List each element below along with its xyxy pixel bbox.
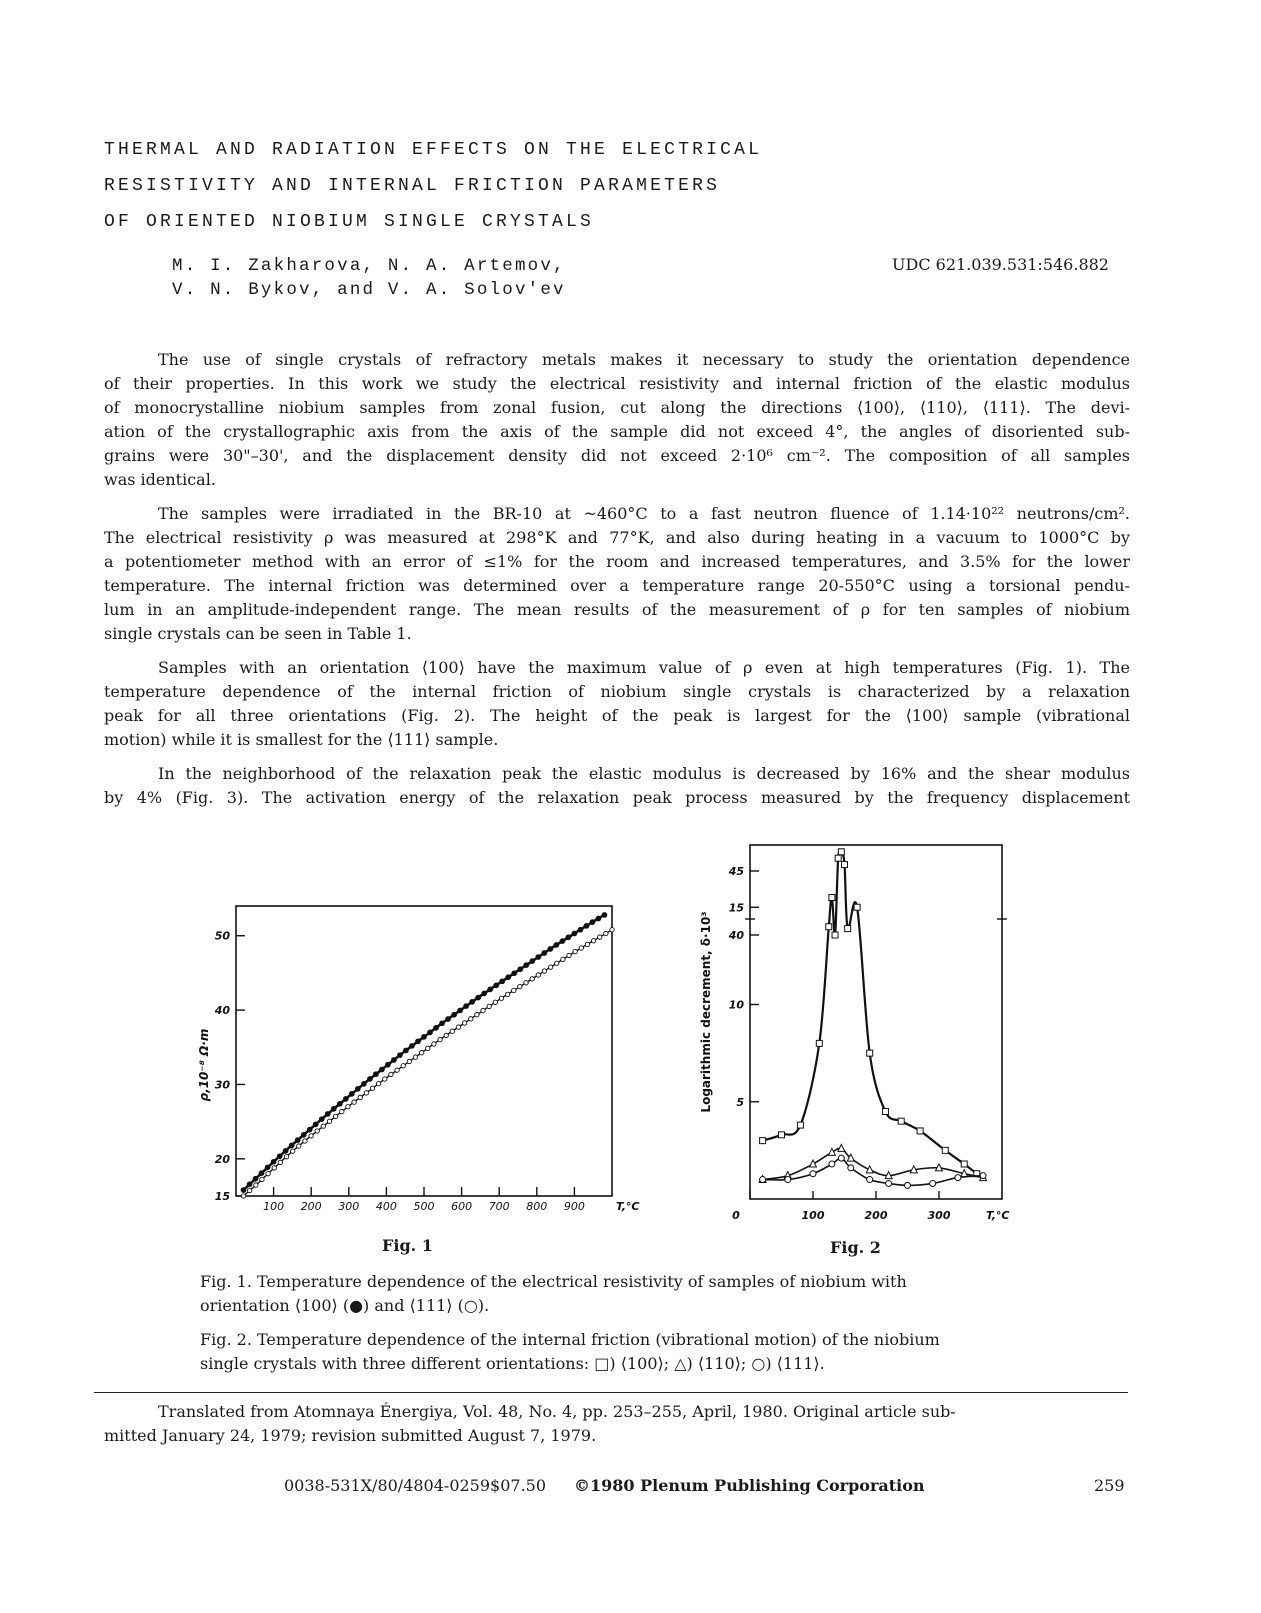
data-point	[379, 1067, 384, 1072]
title-line: RESISTIVITY AND INTERNAL FRICTION PARAMETERS	[104, 176, 721, 196]
plot-frame	[750, 845, 1002, 1199]
caption-line: orientation ⟨100⟩ (●) and ⟨111⟩ (○).	[200, 1296, 490, 1315]
data-point-square	[917, 1128, 923, 1134]
text-line: motion) while it is smallest for the ⟨111⟩ sample.	[104, 730, 499, 749]
data-point	[567, 953, 571, 957]
x-tick-label: 500	[413, 1200, 435, 1213]
data-point	[573, 949, 577, 953]
data-point	[307, 1127, 312, 1132]
data-point	[428, 1030, 433, 1035]
footer-copyright: ©1980 Plenum Publishing Corporation	[574, 1476, 925, 1495]
x-axis-label: T,°C	[616, 1200, 640, 1213]
author-line: M. I. Zakharova, N. A. Artemov,	[172, 256, 566, 276]
data-point	[555, 961, 559, 965]
data-point-circle	[810, 1171, 816, 1177]
data-point	[241, 1194, 245, 1198]
paragraph-2	[104, 502, 1130, 646]
data-point	[590, 920, 595, 925]
text-line: The use of single crystals of refractory metals makes it necessary to study the orientation dependence	[158, 350, 1130, 369]
footnote-line: mitted January 24, 1979; revision submitted August 7, 1979.	[104, 1426, 597, 1445]
data-point	[331, 1106, 336, 1111]
article-title	[104, 132, 1004, 240]
data-point	[327, 1119, 331, 1123]
data-point	[295, 1138, 300, 1143]
data-point	[259, 1171, 264, 1176]
x-tick-label: 800	[526, 1200, 548, 1213]
data-point	[432, 1042, 436, 1046]
data-point	[254, 1183, 258, 1187]
data-point	[530, 959, 535, 964]
data-point	[416, 1039, 421, 1044]
data-point	[482, 991, 487, 996]
data-point	[566, 935, 571, 940]
text-line: lum in an amplitude-independent range. The mean results of the measurement of ρ for ten samples of niobium	[104, 600, 1130, 619]
data-point	[440, 1021, 445, 1026]
data-point	[536, 955, 541, 960]
data-point	[475, 1012, 479, 1016]
data-point	[395, 1068, 399, 1072]
data-point	[364, 1091, 368, 1095]
data-point	[560, 939, 565, 944]
text-line: single crystals can be seen in Table 1.	[104, 624, 412, 643]
data-point	[579, 946, 583, 950]
caption-line: Fig. 1. Temperature dependence of the electrical resistivity of samples of niobium with	[200, 1272, 907, 1291]
data-point-square	[898, 1118, 904, 1124]
caption-line: Fig. 2. Temperature dependence of the internal friction (vibrational motion) of the niobium	[200, 1330, 940, 1349]
data-point-square	[942, 1147, 948, 1153]
footer-code: 0038-531X/80/4804-0259$07.50	[284, 1476, 547, 1495]
data-point	[518, 984, 522, 988]
text-line: a potentiometer method with an error of ≤1% for the room and increased temperatures, and 3.5% for the lower	[104, 552, 1130, 571]
data-point	[321, 1124, 325, 1128]
series-line-111	[244, 930, 613, 1196]
data-point	[456, 1025, 460, 1029]
text-line: was identical.	[104, 470, 216, 489]
data-point-square	[867, 1050, 873, 1056]
author-line: V. N. Bykov, and V. A. Solov'ev	[172, 280, 566, 300]
data-point	[241, 1188, 246, 1193]
data-point	[419, 1050, 423, 1054]
figure-2-label: Fig. 2	[830, 1238, 881, 1257]
data-point	[367, 1077, 372, 1082]
data-point	[361, 1081, 366, 1086]
figure-1-label: Fig. 1	[382, 1236, 433, 1255]
x-tick-label: 900	[563, 1200, 585, 1213]
data-point	[572, 931, 577, 936]
text-line: by 4% (Fig. 3). The activation energy of the relaxation peak process measured by the frequency displacement	[104, 788, 1130, 807]
data-point	[333, 1114, 337, 1118]
data-point	[530, 977, 534, 981]
data-point	[554, 943, 559, 948]
data-point	[584, 923, 589, 928]
data-point-square	[838, 849, 844, 855]
x-tick-label: 300	[338, 1200, 360, 1213]
data-point-square	[854, 904, 860, 910]
data-point	[464, 1004, 469, 1009]
udc-code: UDC 621.039.531:546.882	[892, 255, 1109, 274]
data-point	[596, 916, 601, 921]
caption-line: single crystals with three different orientations: □) ⟨100⟩; △) ⟨110⟩; ○) ⟨111⟩.	[200, 1354, 825, 1373]
data-point	[253, 1176, 258, 1181]
data-point-triangle	[828, 1148, 835, 1155]
y-tick-label: 30	[214, 1078, 230, 1092]
data-point	[518, 967, 523, 972]
y-axis-label: Logarithmic decrement, δ·10³	[699, 911, 713, 1113]
footnote-line: Translated from Atomnaya Énergiya, Vol. 48, No. 4, pp. 253–255, April, 1980. Original article sub-	[158, 1402, 956, 1421]
data-point	[315, 1129, 319, 1133]
data-point	[343, 1096, 348, 1101]
data-point	[462, 1021, 466, 1025]
data-point	[422, 1034, 427, 1039]
figure-1-caption	[200, 1270, 1080, 1318]
x-tick-label: 400	[375, 1200, 397, 1213]
data-point	[536, 973, 540, 977]
data-point	[499, 996, 503, 1000]
data-point	[277, 1154, 282, 1159]
data-point	[297, 1144, 301, 1148]
data-point	[438, 1037, 442, 1041]
data-point	[271, 1159, 276, 1164]
data-point	[542, 969, 546, 973]
data-point	[602, 913, 607, 918]
data-point	[319, 1117, 324, 1122]
data-point	[389, 1072, 393, 1076]
y-tick-label: 50	[214, 929, 230, 943]
data-point	[272, 1166, 276, 1170]
data-point	[548, 947, 553, 952]
data-point-square	[829, 895, 835, 901]
text-line: peak for all three orientations (Fig. 2). The height of the peak is largest for the ⟨100⟩ sample (vibrational	[104, 706, 1130, 725]
title-line: OF ORIENTED NIOBIUM SINGLE CRYSTALS	[104, 212, 595, 232]
data-point	[488, 987, 493, 992]
data-point	[548, 965, 552, 969]
data-point	[494, 983, 499, 988]
figure-1-chart	[180, 890, 640, 1230]
text-line: In the neighborhood of the relaxation peak the elastic modulus is decreased by 16% and the shear modulus	[158, 764, 1130, 783]
data-point	[398, 1053, 403, 1058]
y-tick-label: 20	[214, 1152, 230, 1166]
x-tick-label: 200	[300, 1200, 322, 1213]
data-point	[469, 1017, 473, 1021]
data-point	[470, 999, 475, 1004]
data-point	[434, 1025, 439, 1030]
data-point-square	[797, 1122, 803, 1128]
data-point-square	[845, 926, 851, 932]
data-point	[346, 1105, 350, 1109]
data-point	[481, 1008, 485, 1012]
page-number: 259	[1094, 1476, 1125, 1495]
data-point	[598, 935, 602, 939]
data-point-circle	[955, 1175, 961, 1181]
data-point-circle	[980, 1173, 986, 1179]
data-point	[290, 1149, 294, 1153]
paragraph-4	[104, 762, 1130, 810]
data-point-square	[826, 924, 832, 930]
data-point	[349, 1091, 354, 1096]
data-point	[542, 951, 547, 956]
y-tick-label: 5	[736, 1095, 744, 1109]
data-point	[444, 1033, 448, 1037]
paragraph-3	[104, 656, 1130, 752]
data-point	[283, 1148, 288, 1153]
data-point	[426, 1046, 430, 1050]
data-point	[358, 1095, 362, 1099]
y-tick-label: 10	[728, 998, 744, 1012]
data-point	[392, 1058, 397, 1063]
data-point	[340, 1109, 344, 1113]
data-point-circle	[838, 1155, 844, 1161]
data-point	[452, 1012, 457, 1017]
data-point-circle	[829, 1161, 835, 1167]
data-point	[487, 1004, 491, 1008]
text-line: The electrical resistivity ρ was measured at 298°K and 77°K, and also during heating in a vacuum to 1000°C by	[104, 528, 1130, 547]
figure-2-caption	[200, 1328, 1080, 1376]
footnote-divider	[94, 1392, 1128, 1393]
data-point	[370, 1086, 374, 1090]
text-line: of their properties. In this work we study the electrical resistivity and internal friction of the elastic modulus	[104, 374, 1130, 393]
data-point	[407, 1059, 411, 1063]
data-point	[325, 1112, 330, 1117]
data-point	[446, 1017, 451, 1022]
data-point	[289, 1143, 294, 1148]
data-point	[284, 1155, 288, 1159]
y-tick-label: 45	[728, 865, 744, 878]
text-line: temperature. The internal friction was determined over a temperature range 20-550°C using a torsional pendu-	[104, 576, 1130, 595]
data-point	[524, 981, 528, 985]
x-tick-label: 300	[927, 1209, 951, 1222]
data-point-circle	[930, 1180, 936, 1186]
data-point	[512, 988, 516, 992]
data-point	[476, 995, 481, 1000]
title-line: THERMAL AND RADIATION EFFECTS ON THE ELECTRICAL	[104, 140, 763, 160]
y-tick-label: 15	[728, 901, 744, 915]
data-point	[401, 1064, 405, 1068]
data-point-square	[835, 855, 841, 861]
data-point	[278, 1160, 282, 1164]
data-point-square	[961, 1161, 967, 1167]
x-tick-label: 0	[732, 1209, 740, 1222]
data-point	[410, 1044, 415, 1049]
data-point	[313, 1122, 318, 1127]
data-point	[373, 1072, 378, 1077]
data-point	[266, 1171, 270, 1175]
data-point	[610, 928, 614, 932]
data-point	[247, 1188, 251, 1192]
data-point	[604, 931, 608, 935]
data-point-circle	[848, 1165, 854, 1171]
data-point-square	[760, 1138, 766, 1144]
author-list	[172, 254, 566, 302]
data-point	[265, 1165, 270, 1170]
data-point	[301, 1132, 306, 1137]
data-point	[355, 1086, 360, 1091]
data-point-circle	[905, 1182, 911, 1188]
data-point	[260, 1177, 264, 1181]
y-tick-label: 40	[728, 929, 744, 942]
text-line: grains were 30"–30', and the displacement density did not exceed 2·10⁶ cm⁻². The composition of all samples	[104, 446, 1130, 465]
series-line	[763, 849, 977, 1173]
data-point	[524, 963, 529, 968]
data-point	[352, 1100, 356, 1104]
data-point	[404, 1048, 409, 1053]
figure-2-chart	[690, 835, 1030, 1230]
text-line: of monocrystalline niobium samples from zonal fusion, cut along the directions ⟨100⟩, ⟨110⟩, ⟨111⟩. The devi-	[104, 398, 1130, 417]
y-tick-label: 15	[214, 1190, 230, 1203]
data-point-square	[882, 1108, 888, 1114]
data-point	[383, 1077, 387, 1081]
data-point-square	[816, 1040, 822, 1046]
data-point-square	[779, 1132, 785, 1138]
data-point-circle	[760, 1177, 766, 1183]
text-line: The samples were irradiated in the BR-10 at ~460°C to a fast neutron fluence of 1.14·10²² neutrons/cm².	[158, 504, 1130, 523]
y-axis-label: ρ,10⁻⁸ Ω·m	[197, 1028, 211, 1102]
data-point	[413, 1055, 417, 1059]
data-point	[386, 1062, 391, 1067]
data-point	[376, 1081, 380, 1085]
text-line: Samples with an orientation ⟨100⟩ have the maximum value of ρ even at high temperatures (Fig. 1). The	[158, 658, 1130, 677]
text-line: temperature dependence of the internal friction of niobium single crystals is characterized by a relaxation	[104, 682, 1130, 701]
data-point	[561, 957, 565, 961]
data-point	[309, 1134, 313, 1138]
data-point	[505, 992, 509, 996]
data-point	[578, 927, 583, 932]
data-point	[591, 939, 595, 943]
data-point	[247, 1182, 252, 1187]
data-point	[585, 942, 589, 946]
y-tick-label: 40	[214, 1004, 230, 1018]
data-point	[512, 971, 517, 976]
text-line: ation of the crystallographic axis from the axis of the sample did not exceed 4°, the angles of disoriented sub-	[104, 422, 1130, 441]
x-tick-label: 100	[263, 1200, 285, 1213]
data-point	[458, 1008, 463, 1013]
x-tick-label: 600	[451, 1200, 473, 1213]
data-point	[493, 1000, 497, 1004]
data-point-circle	[867, 1177, 873, 1183]
data-point	[500, 979, 505, 984]
footnote	[104, 1400, 1104, 1448]
x-tick-label: 200	[864, 1209, 888, 1222]
x-axis-label: T,°C	[986, 1209, 1010, 1222]
data-point-circle	[886, 1180, 892, 1186]
data-point	[450, 1029, 454, 1033]
paragraph-1	[104, 348, 1130, 492]
data-point	[337, 1101, 342, 1106]
data-point	[506, 975, 511, 980]
x-tick-label: 700	[488, 1200, 510, 1213]
data-point-square	[842, 862, 848, 868]
data-point	[303, 1139, 307, 1143]
data-point-circle	[785, 1177, 791, 1183]
x-tick-label: 100	[801, 1209, 825, 1222]
data-point-square	[832, 932, 838, 938]
